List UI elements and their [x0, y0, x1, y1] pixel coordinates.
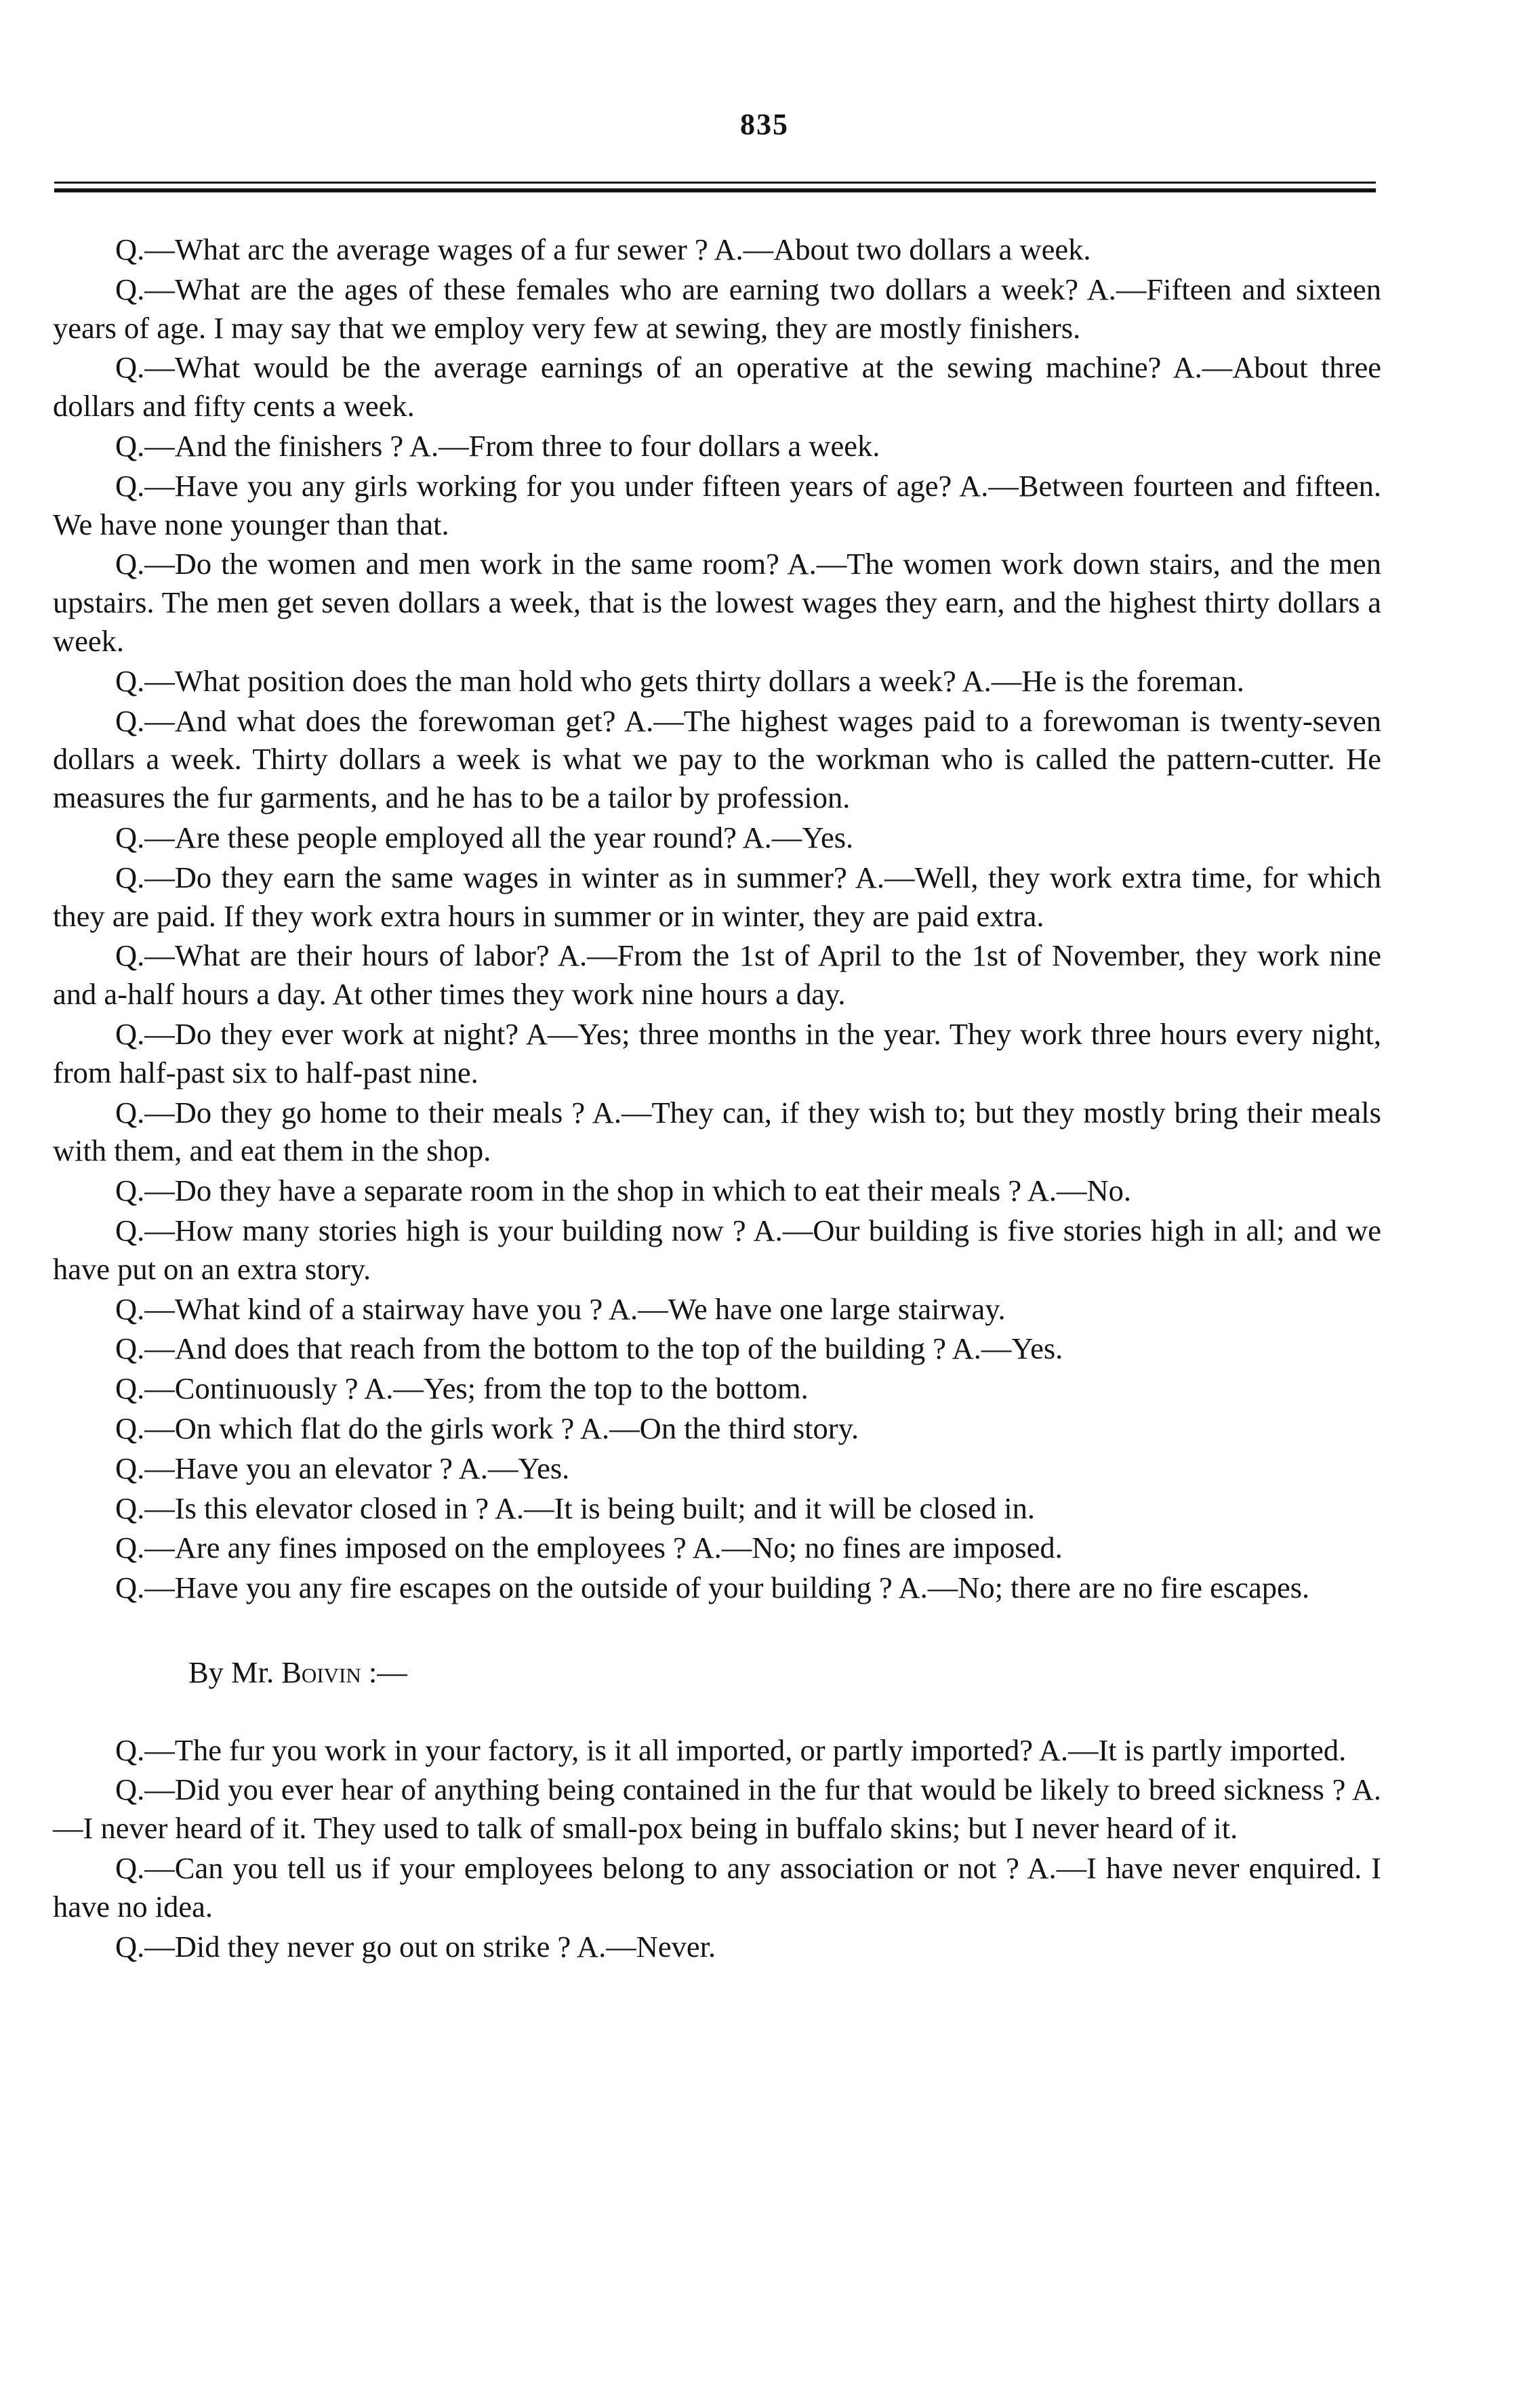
- header-rule-thin: [54, 182, 1376, 184]
- header-rule-thick: [54, 188, 1376, 192]
- qa-paragraph: Q.—Have you any girls working for you under fifteen years of age? A.—Between fourteen and fifteen. We have none younger than that.: [53, 468, 1381, 541]
- qa-paragraph: Q.—And the finishers ? A.—From three to four dollars a week.: [115, 428, 880, 463]
- qa-paragraph: Q.—What kind of a stairway have you ? A.—We have one large stairway.: [115, 1291, 1006, 1326]
- page-number: 835: [740, 108, 789, 141]
- qa-paragraph: Q.—What are their hours of labor? A.—From the 1st of April to the 1st of November, they work nine and a-half hours a day. At other times they work nine hours a day.: [53, 938, 1381, 1012]
- qa-paragraph: Q.—And does that reach from the bottom to the top of the building ? A.—Yes.: [115, 1331, 1063, 1366]
- qa-paragraph: Q.—What position does the man hold who gets thirty dollars a week? A.—He is the foreman.: [115, 663, 1244, 698]
- examiner-suffix: :—: [368, 1655, 407, 1689]
- qa-paragraph: Q.—Have you any fire escapes on the outside of your building ? A.—No; there are no fire escapes.: [115, 1571, 1310, 1605]
- qa-paragraph: Q.—Do the women and men work in the same room? A.—The women work down stairs, and the men upstairs. The men get seven dollars a week, that is the lowest wages they earn, and the highest thirty dollars a week.: [53, 547, 1381, 658]
- qa-paragraph: Q.—Do they ever work at night? A—Yes; three months in the year. They work three hours every night, from half-past six to half-past nine.: [53, 1016, 1381, 1089]
- qa-paragraph: Q.—Do they earn the same wages in winter as in summer? A.—Well, they work extra time, for which they are paid. If they work extra hours in summer or in winter, they are paid extra.: [53, 860, 1381, 933]
- qa-paragraph: Q.—Do they go home to their meals ? A.—They can, if they wish to; but they mostly bring their meals with them, and eat them in the shop.: [53, 1095, 1381, 1168]
- qa-paragraph: Q.—How many stories high is your building now ? A.—Our building is five stories high in all; and we have put on an extra story.: [53, 1213, 1381, 1286]
- examiner-heading: [53, 1653, 1381, 1692]
- qa-paragraph: Q.—On which flat do the girls work ? A.—On the third story.: [115, 1411, 859, 1445]
- qa-paragraph: Q.—And what does the forewoman get? A.—The highest wages paid to a forewoman is twenty-seven dollars a week. Thirty dollars a week is what we pay to the workman who is called the pattern-cutter. He measures the fur garments, and he has to be a tailor by profession.: [53, 703, 1381, 815]
- qa-paragraph: Q.—Did you ever hear of anything being contained in the fur that would be likely to breed sickness ? A.—I never heard of it. They used to talk of small-pox being in buffalo skins; but I never heard of it.: [53, 1772, 1381, 1846]
- qa-paragraph: Q.—Did they never go out on strike ? A.—Never.: [115, 1929, 716, 1964]
- examiner-prefix: By Mr.: [188, 1655, 274, 1689]
- qa-paragraph: Q.—Have you an elevator ? A.—Yes.: [115, 1451, 570, 1485]
- qa-paragraph: Q.—The fur you work in your factory, is it all imported, or partly imported? A.—It is partly imported.: [115, 1732, 1347, 1767]
- qa-paragraph: Q.—Can you tell us if your employees belong to any association or not ? A.—I have never enquired. I have no idea.: [53, 1851, 1381, 1924]
- qa-paragraph: Q.—Are these people employed all the year round? A.—Yes.: [115, 820, 854, 854]
- qa-paragraph: Q.—Are any fines imposed on the employees ? A.—No; no fines are imposed.: [115, 1531, 1063, 1565]
- qa-paragraph: Q.—What would be the average earnings of an operative at the sewing machine? A.—About three dollars and fifty cents a week.: [53, 350, 1381, 423]
- qa-paragraph: Q.—What are the ages of these females who are earning two dollars a week? A.—Fifteen and sixteen years of age. I may say that we employ very few at sewing, they are mostly finishers.: [53, 272, 1381, 345]
- qa-paragraph: Q.—Is this elevator closed in ? A.—It is being built; and it will be closed in.: [115, 1491, 1036, 1525]
- examiner-name: Boivin: [281, 1655, 361, 1689]
- qa-paragraph: Q.—What arc the average wages of a fur sewer ? A.—About two dollars a week.: [115, 232, 1091, 266]
- body-text: [53, 230, 1381, 1966]
- qa-paragraph: Q.—Continuously ? A.—Yes; from the top to the bottom.: [115, 1371, 809, 1406]
- qa-paragraph: Q.—Do they have a separate room in the shop in which to eat their meals ? A.—No.: [115, 1174, 1132, 1208]
